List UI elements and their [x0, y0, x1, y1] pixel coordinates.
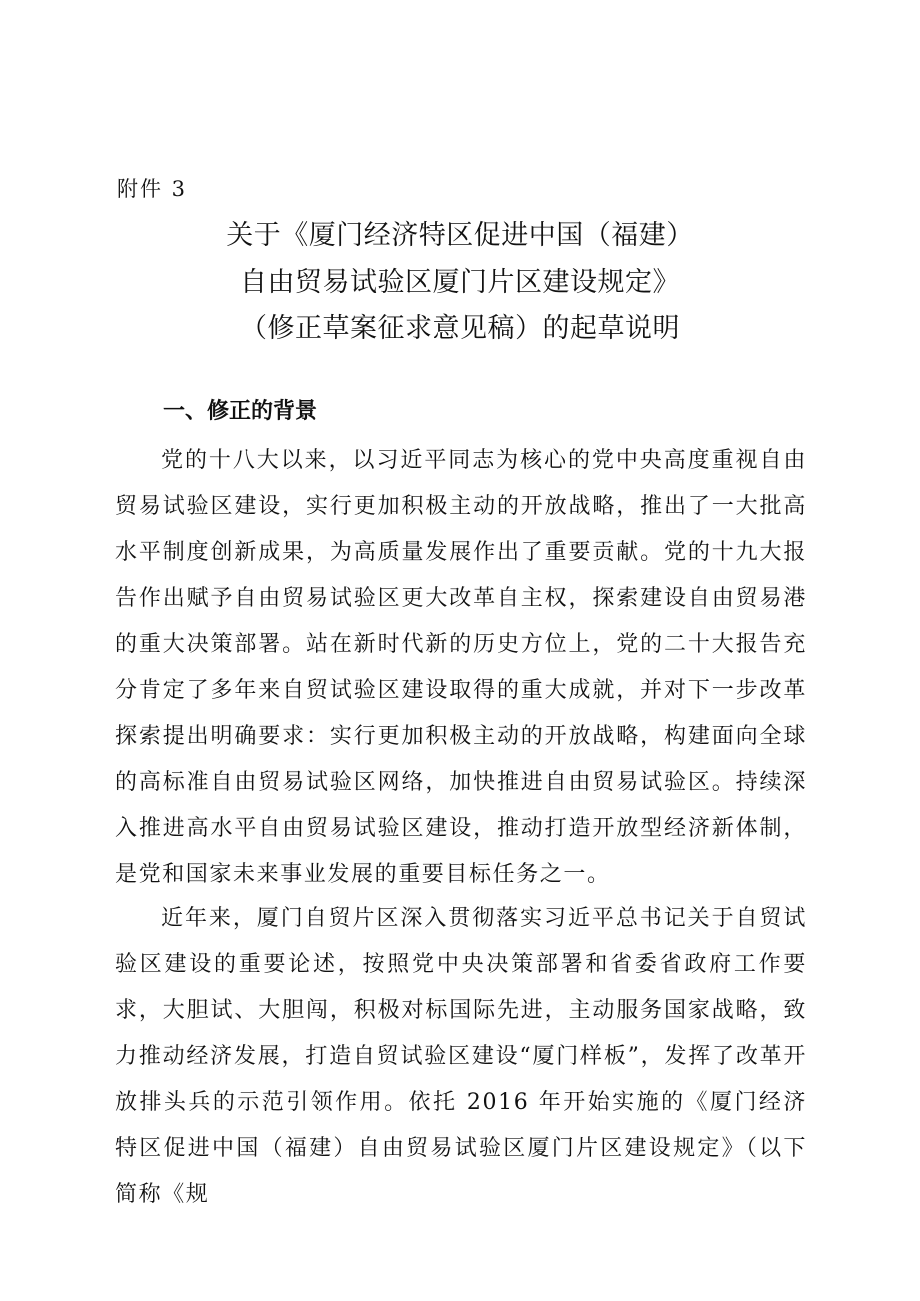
document-title-line-3: （修正草案征求意见稿）的起草说明	[240, 313, 680, 344]
document-title-line-1: 关于《厦门经济特区促进中国（福建）	[226, 220, 694, 251]
section-heading: 一、修正的背景	[163, 399, 318, 424]
body-paragraph-2: 近年来，厦门自贸片区深入贯彻落实习近平总书记关于自贸试验区建设的重要论述，按照党中央决策部署和省委省政府工作要求，大胆试、大胆闯，积极对标国际先进，主动服务国家战略，致力推动经济发展，打造自贸试验区建设“厦门样板”，发挥了改革开放排头兵的示范引领作用。依托 2016 年开始实施的《厦门经济特区促进中国（福建）自由贸易试验区厦门片区建设规定》（以下简称《规	[115, 906, 807, 1207]
document-title-line-2: 自由贸易试验区厦门片区建设规定》	[240, 267, 680, 298]
body-paragraph-1: 党的十八大以来，以习近平同志为核心的党中央高度重视自由贸易试验区建设，实行更加积极主动的开放战略，推出了一大批高水平制度创新成果，为高质量发展作出了重要贡献。党的十九大报告作出赋予自由贸易试验区更大改革自主权，探索建设自由贸易港的重大决策部署。站在新时代新的历史方位上，党的二十大报告充分肯定了多年来自贸试验区建设取得的重大成就，并对下一步改革探索提出明确要求：实行更加积极主动的开放战略，构建面向全球的高标准自由贸易试验区网络，加快推进自由贸易试验区。持续深入推进高水平自由贸易试验区建设，推动打造开放型经济新体制，是党和国家未来事业发展的重要目标任务之一。	[115, 448, 807, 887]
attachment-label: 附件 3	[117, 177, 188, 201]
